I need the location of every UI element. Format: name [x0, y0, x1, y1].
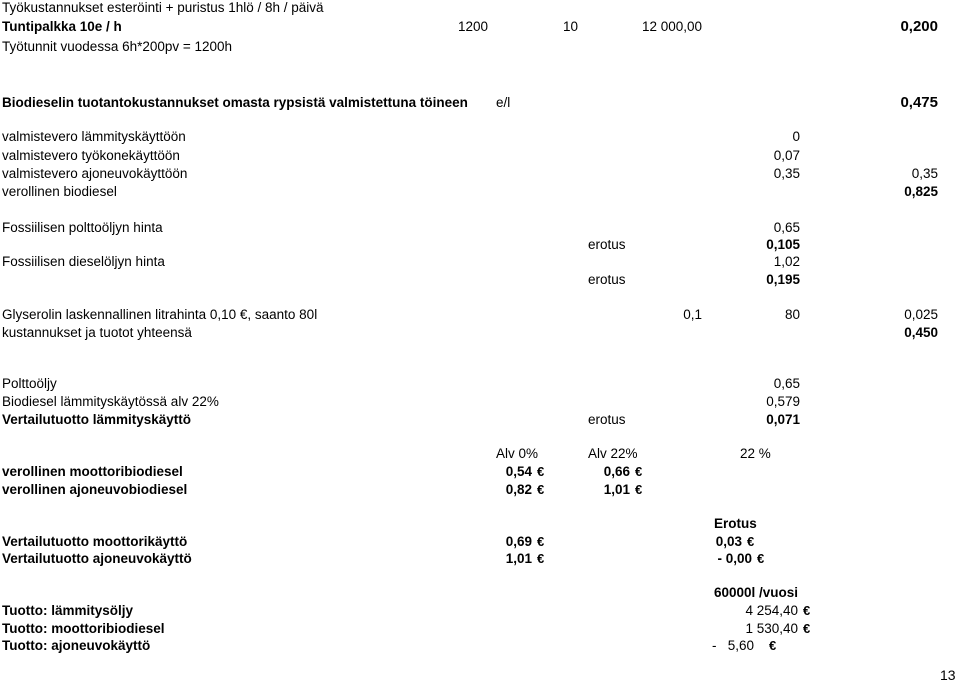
- euro-icon: [533, 534, 545, 550]
- hours-per-year-value: 1200: [457, 19, 488, 34]
- yield-heating-oil-value: 4 254,40: [745, 603, 798, 618]
- yield-engine-biodiesel-label: Tuotto: moottoribiodiesel: [2, 621, 165, 636]
- euro-icon: [631, 482, 643, 498]
- heating-comparison-label: Vertailutuotto lämmityskäyttö: [2, 412, 192, 427]
- euro-icon: [799, 621, 811, 637]
- difference-header: Erotus: [714, 516, 757, 531]
- euro-icon: [743, 534, 755, 550]
- difference-value-1: 0,105: [766, 237, 800, 252]
- tax-machinery-value: 0,07: [773, 148, 800, 163]
- tax-machinery-label: valmistevero työkonekäyttöön: [2, 148, 180, 163]
- fossil-fuel-oil-value: 0,65: [773, 220, 800, 235]
- difference-value-2: 0,195: [766, 272, 800, 287]
- biodiesel-heating-label: Biodiesel lämmityskäytössä alv 22%: [2, 394, 219, 409]
- difference-label-1: erotus: [588, 237, 626, 252]
- engine-comparison-difference: 0,03: [715, 534, 742, 549]
- fossil-diesel-label: Fossiilisen dieselöljyn hinta: [2, 254, 165, 269]
- taxed-biodiesel-label: verollinen biodiesel: [2, 184, 117, 199]
- biodiesel-heating-value: 0,579: [766, 394, 800, 409]
- vehicle-biodiesel-vat22: 1,01: [603, 482, 630, 497]
- production-cost-value: 0,475: [900, 94, 938, 111]
- header-vat-0: Alv 0%: [496, 446, 539, 461]
- tax-vehicle-label: valmistevero ajoneuvokäyttöön: [2, 166, 188, 181]
- euro-icon: [753, 551, 765, 567]
- tax-vehicle-value: 0,35: [773, 166, 800, 181]
- euro-icon: [631, 464, 643, 480]
- tax-heating-label: valmistevero lämmityskäyttöön: [2, 129, 186, 144]
- annual-volume-header: 60000l /vuosi: [714, 585, 799, 600]
- fuel-oil-value: 0,65: [773, 376, 800, 391]
- engine-comparison-value: 0,69: [505, 534, 532, 549]
- yield-engine-biodiesel-value: 1 530,40: [745, 621, 798, 636]
- costs-total-value: 0,450: [904, 325, 938, 340]
- yield-heating-oil-label: Tuotto: lämmitysöljy: [2, 603, 134, 618]
- working-hours-label: Työtunnit vuodessa 6h*200pv = 1200h: [2, 39, 233, 54]
- wage-per-litre-value: 0,200: [900, 18, 938, 35]
- euro-icon: [533, 464, 545, 480]
- glycerol-yield-value: 80: [784, 307, 800, 322]
- tax-vehicle-total: 0,35: [911, 166, 938, 181]
- euro-icon: [799, 603, 811, 619]
- euro-icon: [533, 482, 545, 498]
- euro-icon: [533, 551, 545, 567]
- annual-wage-value: 12 000,00: [641, 19, 702, 34]
- yield-vehicle-value: - 5,60: [712, 638, 755, 653]
- glycerol-label: Glyserolin laskennallinen litrahinta 0,10 €, saanto 80l: [2, 307, 318, 322]
- costs-total-label: kustannukset ja tuotot yhteensä: [2, 325, 192, 340]
- euro-icon: [765, 638, 777, 654]
- glycerol-result-value: 0,025: [904, 307, 938, 322]
- hourly-wage-label: Tuntipalkka 10e / h: [2, 19, 122, 34]
- header-vat-22: Alv 22%: [588, 446, 638, 461]
- fossil-diesel-value: 1,02: [773, 254, 800, 269]
- glycerol-price-value: 0,1: [683, 307, 702, 322]
- engine-biodiesel-vat0: 0,54: [505, 464, 532, 479]
- yield-vehicle-label: Tuotto: ajoneuvokäyttö: [2, 638, 151, 653]
- engine-biodiesel-vat22: 0,66: [603, 464, 630, 479]
- tax-heating-value: 0: [792, 129, 800, 144]
- vehicle-comparison-difference: - 0,00: [717, 551, 752, 566]
- fuel-oil-label: Polttoöljy: [2, 376, 57, 391]
- work-costs-title: Työkustannukset esteröinti + puristus 1hlö / 8h / päivä: [2, 0, 324, 15]
- engine-comparison-label: Vertailutuotto moottorikäyttö: [2, 534, 188, 549]
- taxed-vehicle-biodiesel-label: verollinen ajoneuvobiodiesel: [2, 482, 188, 497]
- heating-difference-label: erotus: [588, 412, 626, 427]
- page-number: 13: [940, 667, 956, 683]
- vehicle-biodiesel-vat0: 0,82: [505, 482, 532, 497]
- fossil-fuel-oil-label: Fossiilisen polttoöljyn hinta: [2, 220, 163, 235]
- unit-label: e/l: [496, 95, 511, 110]
- taxed-biodiesel-value: 0,825: [904, 184, 938, 199]
- taxed-engine-biodiesel-label: verollinen moottoribiodiesel: [2, 464, 183, 479]
- vehicle-comparison-value: 1,01: [505, 551, 532, 566]
- vehicle-comparison-label: Vertailutuotto ajoneuvokäyttö: [2, 551, 192, 566]
- production-costs-label: Biodieselin tuotantokustannukset omasta rypsistä valmistettuna töineen: [2, 95, 468, 110]
- wage-value: 10: [562, 19, 578, 34]
- difference-label-2: erotus: [588, 272, 626, 287]
- heating-difference-value: 0,071: [766, 412, 800, 427]
- header-vat-rate: 22 %: [740, 446, 771, 461]
